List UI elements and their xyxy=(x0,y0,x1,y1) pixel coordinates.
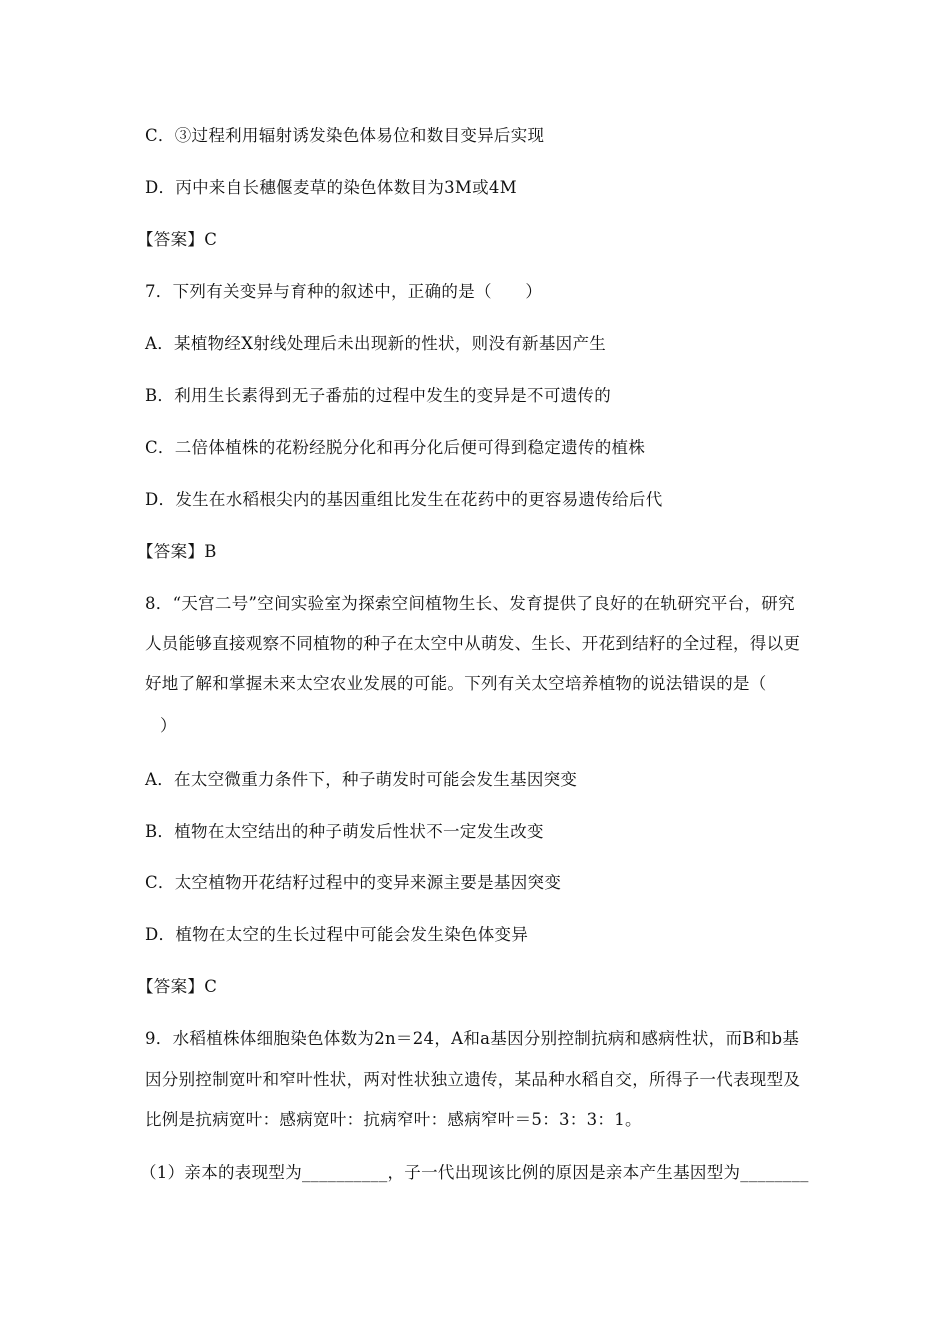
q8-stem-line-4: ） xyxy=(160,716,177,735)
q8-answer: 【答案】C xyxy=(137,977,218,996)
q8-stem-line-1: 8．“天宫二号”空间实验室为探索空间植物生长、发育提供了良好的在轨研究平台，研究 xyxy=(145,594,795,613)
q8-stem-line-2: 人员能够直接观察不同植物的种子在太空中从萌发、生长、开花到结籽的全过程，得以更 xyxy=(145,634,801,653)
q7-option-a: A．某植物经X射线处理后未出现新的性状，则没有新基因产生 xyxy=(145,334,607,353)
q8-option-b: B．植物在太空结出的种子萌发后性状不一定发生改变 xyxy=(145,822,544,841)
q9-stem-line-1: 9．水稻植株体细胞染色体数为2n＝24，A和a基因分别控制抗病和感病性状，而B和b基 xyxy=(145,1029,800,1048)
q6-answer: 【答案】C xyxy=(137,230,218,249)
q9-stem-line-2: 因分别控制宽叶和窄叶性状，两对性状独立遗传，某品种水稻自交，所得子一代表现型及 xyxy=(145,1070,801,1089)
q7-stem: 7．下列有关变异与育种的叙述中，正确的是（ ） xyxy=(145,282,543,301)
q8-option-a: A．在太空微重力条件下，种子萌发时可能会发生基因突变 xyxy=(145,770,578,789)
q9-stem-line-3: 比例是抗病宽叶：感病宽叶：抗病窄叶：感病窄叶＝5：3：3：1。 xyxy=(145,1110,642,1129)
q7-option-c: C．二倍体植株的花粉经脱分化和再分化后便可得到稳定遗传的植株 xyxy=(145,438,646,457)
q6-option-d: D．丙中来自长穗偃麦草的染色体数目为3M或4M xyxy=(145,178,517,197)
q7-option-b: B．利用生长素得到无子番茄的过程中发生的变异是不可遗传的 xyxy=(145,386,612,405)
q7-answer: 【答案】B xyxy=(137,542,217,561)
q7-option-d: D．发生在水稻根尖内的基因重组比发生在花药中的更容易遗传给后代 xyxy=(145,490,663,509)
q8-option-d: D．植物在太空的生长过程中可能会发生染色体变异 xyxy=(145,925,529,944)
q9-subquestion-1: （1）亲本的表现型为__________，子一代出现该比例的原因是亲本产生基因型为________ xyxy=(140,1163,809,1182)
q8-option-c: C．太空植物开花结籽过程中的变异来源主要是基因突变 xyxy=(145,873,562,892)
q8-stem-line-3: 好地了解和掌握未来太空农业发展的可能。下列有关太空培养植物的说法错误的是（ xyxy=(145,674,767,693)
q6-option-c: C．③过程利用辐射诱发染色体易位和数目变异后实现 xyxy=(145,126,545,145)
